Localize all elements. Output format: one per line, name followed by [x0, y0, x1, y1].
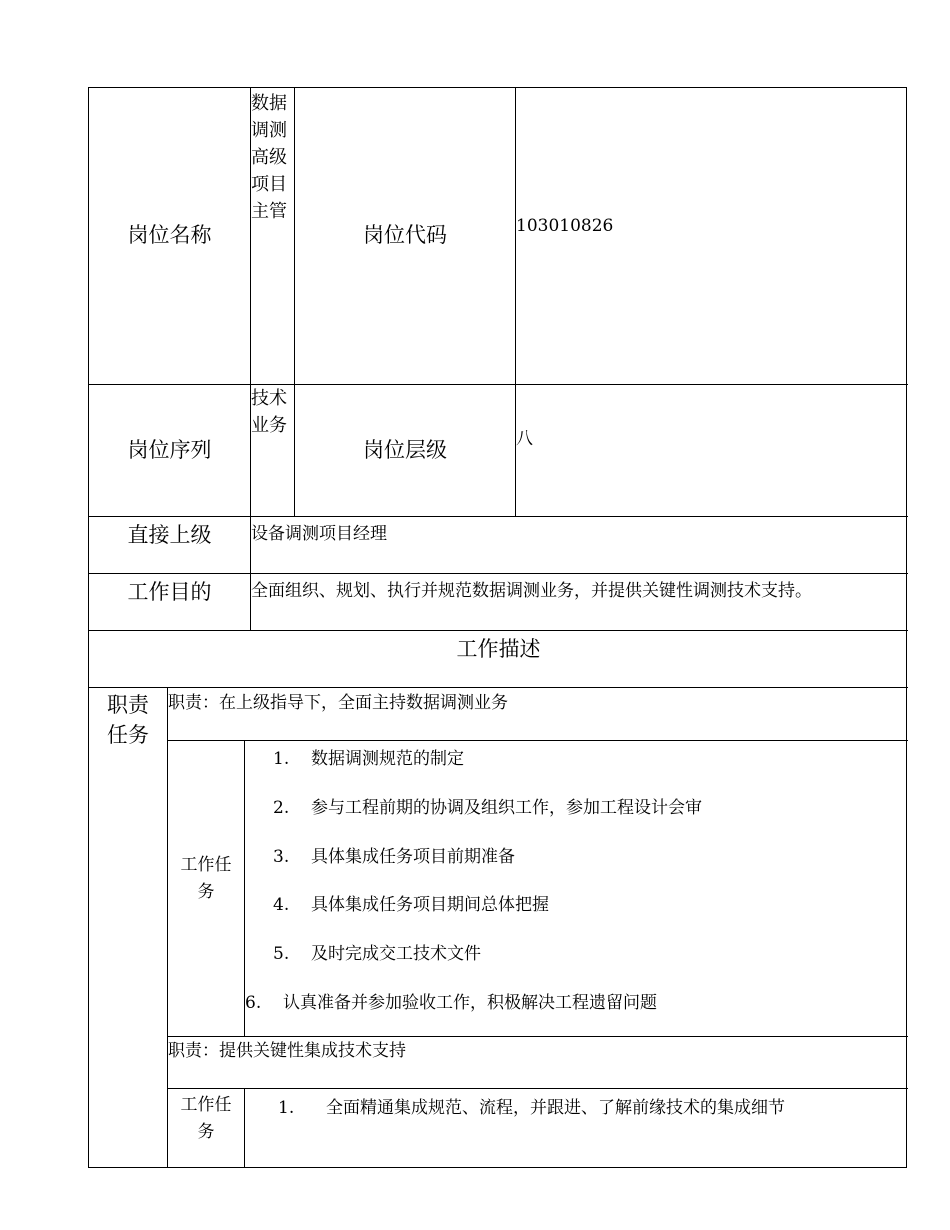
duty-1-task-2: [273, 793, 702, 818]
task-number: 3.: [273, 847, 290, 867]
position-sequence-value: 技术业务: [251, 388, 287, 436]
task-text: 参与工程前期的协调及组织工作，参加工程设计会审: [311, 798, 702, 818]
position-name-label: 岗位名称: [127, 223, 212, 248]
duty-1-task-4: [273, 890, 549, 915]
task-text: 及时完成交工技术文件: [311, 944, 481, 964]
job-description-table: [88, 87, 907, 1168]
col-divider: [244, 1088, 245, 1167]
duty-2-title: 职责：提供关键性集成技术支持: [168, 1041, 406, 1061]
position-level-label: 岗位层级: [363, 437, 447, 462]
task-number: 6.: [245, 993, 262, 1013]
task-number: 1.: [273, 749, 290, 769]
supervisor-label: 直接上级: [127, 523, 212, 548]
task-number: 2.: [273, 798, 290, 818]
task-text: 具体集成任务项目前期准备: [311, 847, 515, 867]
row-divider: [167, 1088, 908, 1089]
task-text: 全面精通集成规范、流程，并跟进、了解前缘技术的集成细节: [326, 1098, 785, 1118]
position-name-value: 数据调测高级项目主管: [251, 93, 287, 222]
task-number: 5.: [273, 944, 290, 964]
purpose-value: 全面组织、规划、执行并规范数据调测业务，并提供关键性调测技术支持。: [251, 581, 812, 601]
position-code-label: 岗位代码: [363, 223, 447, 248]
task-number: 4.: [273, 895, 290, 915]
supervisor-value: 设备调测项目经理: [251, 524, 387, 544]
task-number: 1.: [278, 1098, 295, 1118]
duties-label: 职责任务: [107, 693, 149, 747]
duty-1-task-1: [273, 744, 464, 769]
position-level-value: 八: [516, 429, 533, 449]
position-sequence-label: 岗位序列: [127, 437, 212, 462]
task-text: 认真准备并参加验收工作，积极解决工程遗留问题: [283, 993, 657, 1013]
duty-2-tasks-label: 工作任务: [180, 1095, 232, 1142]
duty-1-title: 职责：在上级指导下，全面主持数据调测业务: [168, 693, 508, 713]
duty-1-task-6: [245, 988, 657, 1013]
row-divider: [167, 1036, 908, 1037]
duty-2-task-1: [278, 1093, 785, 1118]
description-header: 工作描述: [456, 637, 541, 662]
position-code-value: 103010826: [516, 216, 614, 236]
duty-1-tasks-label: 工作任务: [180, 855, 232, 902]
task-text: 具体集成任务项目期间总体把握: [311, 895, 549, 915]
duty-1-task-3: [273, 842, 515, 867]
purpose-label: 工作目的: [127, 580, 212, 605]
row-divider: [89, 687, 908, 688]
row-divider: [167, 740, 908, 741]
duty-1-task-5: [273, 939, 481, 964]
task-text: 数据调测规范的制定: [311, 749, 464, 769]
